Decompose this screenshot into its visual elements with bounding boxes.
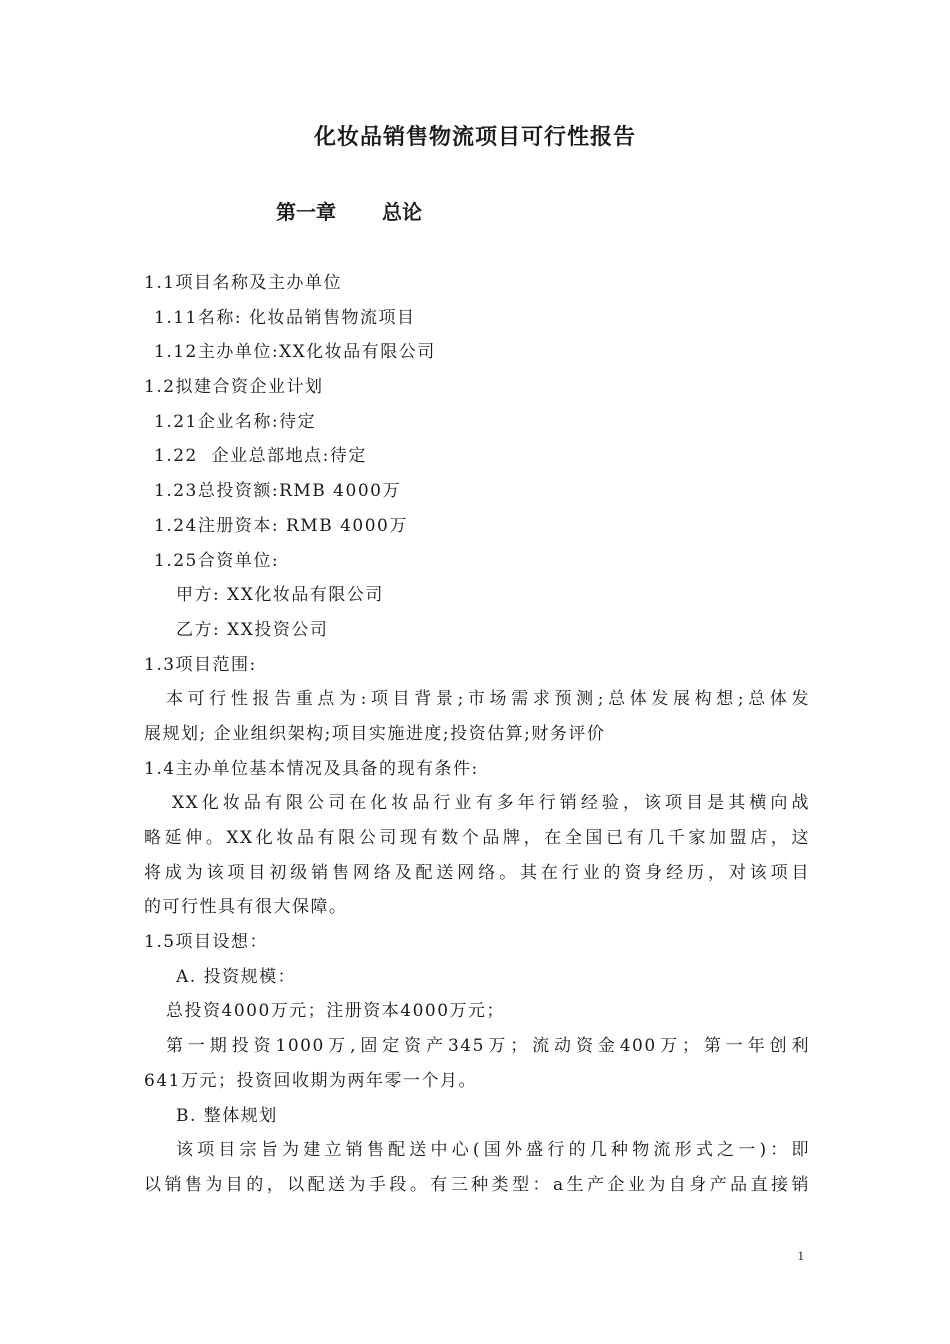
investment-line-1: 总投资4000万元；注册资本4000万元； <box>166 1001 506 1022</box>
item-1-11: 1.11名称: 化妆品销售物流项目 <box>154 307 416 328</box>
investment-line-2: 第一期投资1000万,固定资产345万；流动资金400万；第一年创利 <box>166 1036 810 1057</box>
body-text <box>144 266 810 1203</box>
item-1-21: 1.21企业名称:待定 <box>154 411 317 432</box>
chapter-heading <box>276 196 422 225</box>
chapter-number: 第一章 <box>276 200 336 224</box>
party-b: 乙方: XX投资公司 <box>176 619 329 640</box>
page-number: 1 <box>797 1248 804 1263</box>
conditions-paragraph-line-3: 将成为该项目初级销售网络及配送网络。其在行业的资身经历，对该项目 <box>144 862 810 883</box>
section-1-2: 1.2拟建合资企业计划 <box>144 377 324 398</box>
party-a: 甲方: XX化妆品有限公司 <box>176 585 384 606</box>
section-1-3: 1.3项目范围: <box>144 654 257 675</box>
conditions-paragraph-line-4: 的可行性具有很大保障。 <box>144 897 348 918</box>
planning-paragraph-line-1: 该项目宗旨为建立销售配送中心(国外盛行的几种物流形式之一)：即 <box>176 1140 810 1161</box>
conditions-paragraph-line-2: 略延伸。XX化妆品有限公司现有数个品牌，在全国已有几千家加盟店，这 <box>144 828 810 848</box>
item-1-23: 1.23总投资额:RMB 4000万 <box>154 481 401 502</box>
item-1-12: 1.12主办单位:XX化妆品有限公司 <box>154 342 436 363</box>
section-1-5: 1.5项目设想： <box>144 932 269 953</box>
item-1-24: 1.24注册资本: RMB 4000万 <box>154 515 408 536</box>
subheading-a: A. 投资规模： <box>176 966 297 987</box>
scope-paragraph-line-2: 展规划; 企业组织架构;项目实施进度;投资估算;财务评价 <box>144 723 606 744</box>
document-title: 化妆品销售物流项目可行性报告 <box>313 125 636 150</box>
section-1-1: 1.1项目名称及主办单位 <box>144 273 343 293</box>
item-1-22: 1.22 企业总部地点:待定 <box>154 446 367 467</box>
investment-line-3: 641万元；投资回收期为两年零一个月。 <box>144 1070 477 1091</box>
item-1-25: 1.25合资单位: <box>154 550 280 571</box>
scope-paragraph-line-1: 本可行性报告重点为:项目背景;市场需求预测;总体发展构想;总体发 <box>166 689 810 710</box>
chapter-title: 总论 <box>382 200 422 224</box>
planning-paragraph-line-2: 以销售为目的，以配送为手段。有三种类型：a生产企业为自身产品直接销 <box>144 1174 810 1195</box>
section-1-4: 1.4主办单位基本情况及具备的现有条件: <box>144 758 479 779</box>
conditions-paragraph-line-1: XX化妆品有限公司在化妆品行业有多年行销经验，该项目是其横向战 <box>172 793 810 814</box>
subheading-b: B. 整体规划 <box>176 1105 278 1126</box>
